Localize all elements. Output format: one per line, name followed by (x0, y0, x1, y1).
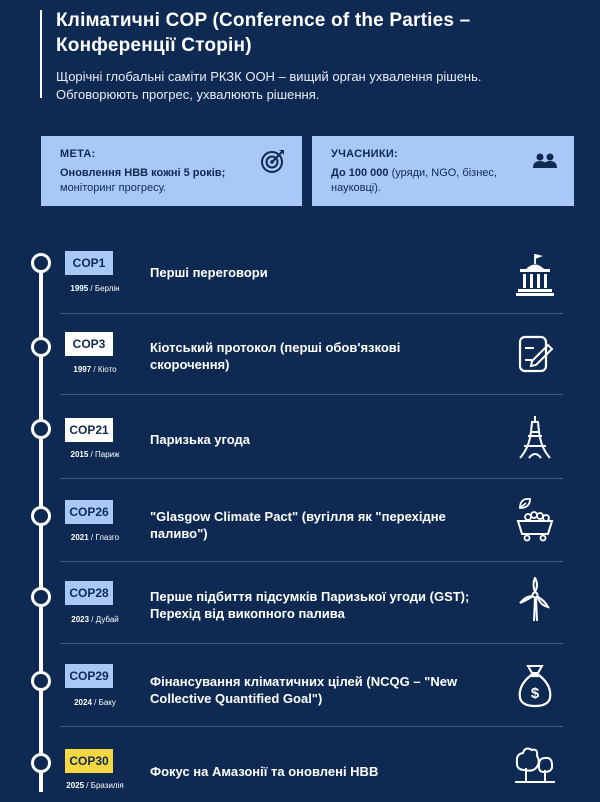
timeline-node (31, 671, 51, 691)
cop-badge: COP28 (65, 581, 113, 605)
timeline-node (31, 253, 51, 273)
participants-card-text: До 100 000 (уряди, NGO, бізнес, науковці). (331, 167, 497, 194)
event-meta: 2015 / Париж (70, 450, 120, 459)
timeline-node (31, 337, 51, 357)
event-text: Перше підбиття підсумків Паризької угоди (GST); Перехід від викопного палива (150, 589, 470, 621)
event-text: Фокус на Амазонії та оновлені НВВ (150, 764, 379, 779)
cop-badge: COP21 (65, 418, 113, 442)
goal-card (41, 136, 302, 206)
event-meta: 1997 / Кіото (73, 365, 117, 374)
goal-card-text: Оновлення НВВ кожні 5 років; моніторинг прогресу. (60, 167, 226, 194)
event-meta: 2023 / Дубай (71, 615, 119, 624)
participants-card (312, 136, 574, 206)
cop-badge: COP26 (65, 500, 113, 524)
page-subtitle: Щорічні глобальні саміти РКЗК ООН – вищий орган ухвалення рішень. Обговорюють прогрес, ухвалюють рішення. (56, 69, 482, 102)
people-icon (532, 148, 558, 174)
cop-badge: COP3 (65, 332, 113, 356)
document-edit-icon (512, 331, 558, 377)
timeline-node (31, 587, 51, 607)
event-meta: 2025 / Бразилія (66, 781, 124, 790)
cop-badge: COP29 (65, 664, 113, 688)
timeline-node (31, 753, 51, 773)
event-text: Фінансування кліматичних цілей (NCQG – "New Collective Quantified Goal") (150, 674, 458, 706)
page-title: Кліматичні COP (Conference of the Parties – Конференції Сторін) (56, 10, 471, 56)
event-meta: 2021 / Глазго (70, 533, 120, 542)
cop-badge: COP30 (65, 749, 113, 773)
eiffel-tower-icon (512, 414, 558, 460)
svg-text:$: $ (530, 685, 540, 702)
event-meta: 1995 / Берлін (70, 284, 120, 293)
header-accent-bar (40, 10, 42, 98)
divider (60, 643, 563, 644)
wind-turbine-icon (512, 577, 558, 623)
divider (60, 561, 563, 562)
cop-badge: COP1 (65, 251, 113, 275)
divider (60, 726, 563, 727)
timeline-node (31, 506, 51, 526)
event-text: Кіотський протокол (перші обов'язкові скорочення) (150, 340, 401, 372)
event-meta: 2024 / Баку (74, 698, 116, 707)
government-building-icon (512, 252, 558, 298)
goal-card-title: МЕТА: (60, 148, 96, 160)
trees-icon (512, 744, 558, 790)
timeline-node (31, 419, 51, 439)
participants-card-title: УЧАСНИКИ: (331, 148, 399, 160)
money-bag-icon (512, 662, 558, 708)
divider (60, 313, 563, 314)
event-text: Паризька угода (150, 432, 251, 447)
event-text: Перші переговори (150, 265, 268, 280)
divider (60, 478, 563, 479)
target-icon (260, 148, 286, 174)
coal-cart-icon (512, 496, 558, 542)
divider (60, 394, 563, 395)
event-text: "Glasgow Climate Pact" (вугілля як "перехідне паливо") (150, 509, 446, 541)
